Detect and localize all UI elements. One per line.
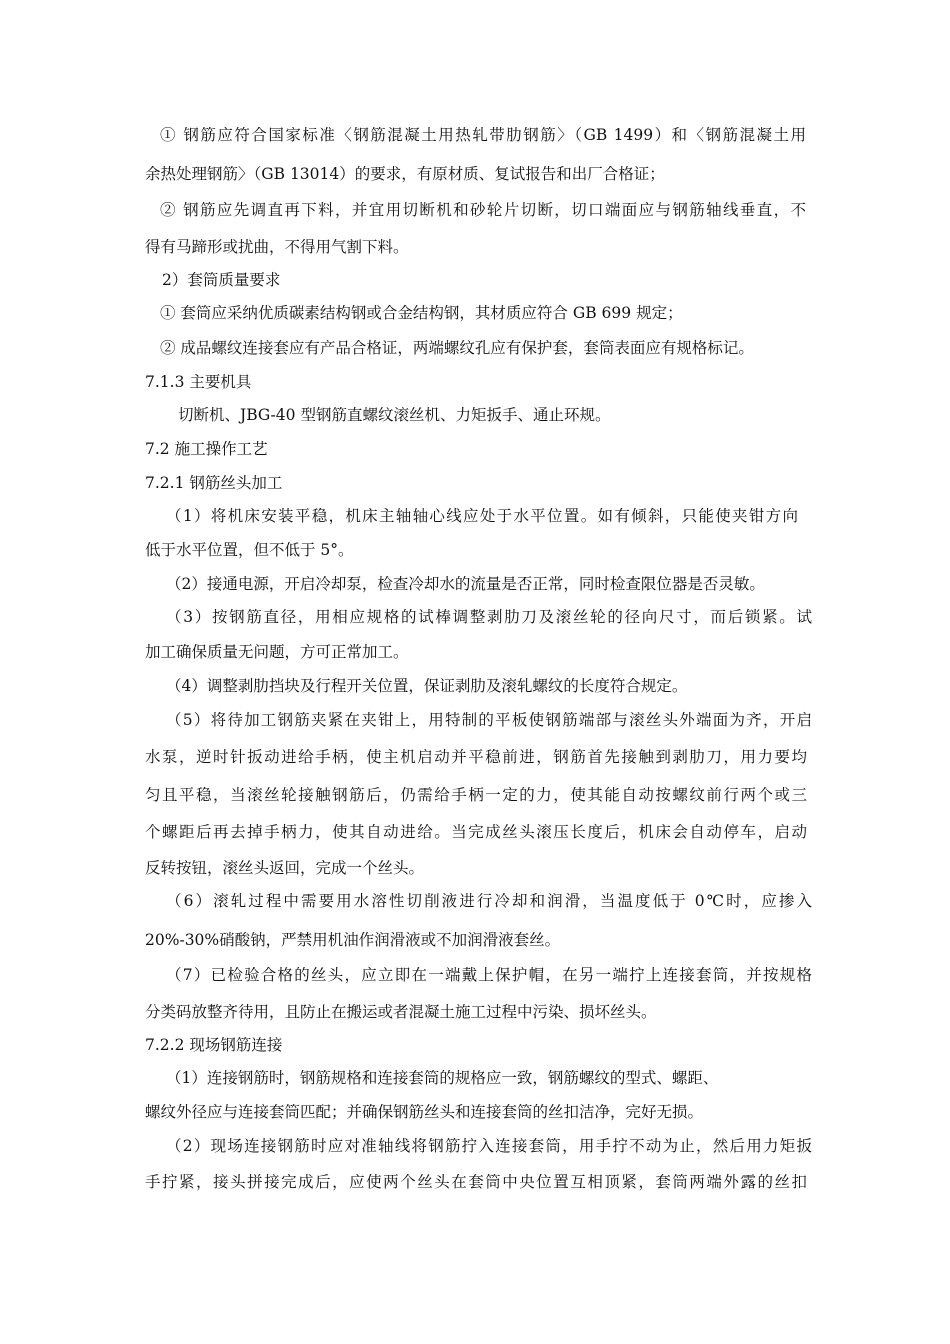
paragraph-line: 个螺距后再去掉手柄力，使其自动进给。当完成丝头滚压长度后，机床会自动停车，启动 [145, 823, 807, 841]
paragraph-line: 切断机、JBG-40 型钢筋直螺纹滚丝机、力矩扳手、通止环规。 [178, 406, 611, 424]
paragraph-line: 螺纹外径应与连接套筒匹配；并确保钢筋丝头和连接套筒的丝扣洁净，完好无损。 [145, 1103, 704, 1121]
paragraph-line: （1）连接钢筋时，钢筋规格和连接套筒的规格应一致，钢筋螺纹的型式、螺距、 [166, 1069, 719, 1087]
paragraph-line: 低于水平位置，但不低于 5°。 [145, 541, 354, 559]
paragraph-line: ② 成品螺纹连接套应有产品合格证，两端螺纹孔应有保护套，套筒表面应有规格标记。 [160, 339, 754, 357]
paragraph-line: ① 钢筋应符合国家标准〈钢筋混凝土用热轧带肋钢筋〉（GB 1499）和〈钢筋混凝土用 [160, 126, 806, 144]
section-heading: 7.2.1 钢筋丝头加工 [145, 474, 283, 492]
paragraph-line: （1）将机床安装平稳，机床主轴轴心线应处于水平位置。如有倾斜，只能使夹钳方向 [166, 507, 798, 525]
list-heading: 2）套筒质量要求 [162, 271, 281, 289]
paragraph-line: （5）将待加工钢筋夹紧在夹钳上，用特制的平板使钢筋端部与滚丝头外端面为齐，开启 [166, 711, 812, 729]
paragraph-line: 分类码放整齐待用，且防止在搬运或者混凝土施工过程中污染、损坏丝头。 [145, 1003, 657, 1021]
paragraph-line: 得有马蹄形或扰曲，不得用气割下料。 [145, 238, 409, 256]
paragraph-line: ② 钢筋应先调直再下料，并宜用切断机和砂轮片切断，切口端面应与钢筋轴线垂直，不 [160, 201, 806, 219]
paragraph-line: （6）滚轧过程中需要用水溶性切削液进行冷却和润滑，当温度低于 0℃时，应掺入 [166, 892, 812, 910]
paragraph-line: 余热处理钢筋〉（GB 13014）的要求，有原材质、复试报告和出厂合格证； [145, 165, 665, 183]
paragraph-line: 匀且平稳，当滚丝轮接触钢筋后，仍需给手柄一定的力，使其能自动按螺纹前行两个或三 [145, 786, 807, 804]
paragraph-line: （2）接通电源，开启冷却泵，检查冷却水的流量是否正常，同时检查限位器是否灵敏。 [166, 575, 765, 593]
paragraph-line: 水泵，逆时针扳动进给手柄，使主机启动并平稳前进，钢筋首先接触到剥肋刀，用力要均 [145, 748, 807, 766]
paragraph-line: （2）现场连接钢筋时应对准轴线将钢筋拧入连接套筒，用手拧不动为止，然后用力矩扳 [166, 1137, 812, 1155]
paragraph-line: 20%-30%硝酸钠，严禁用机油作润滑液或不加润滑液套丝。 [145, 931, 561, 949]
paragraph-line: 反转按钮，滚丝头返回，完成一个丝头。 [145, 859, 425, 877]
paragraph-line: 加工确保质量无问题，方可正常加工。 [145, 643, 409, 661]
section-heading: 7.1.3 主要机具 [145, 373, 252, 391]
paragraph-line: （7）已检验合格的丝头，应立即在一端戴上保护帽，在另一端拧上连接套筒，并按规格 [166, 966, 812, 984]
paragraph-line: ① 套筒应采纳优质碳素结构钢或合金结构钢，其材质应符合 GB 699 规定； [160, 304, 683, 322]
paragraph-line: （3）按钢筋直径，用相应规格的试棒调整剥肋刀及滚丝轮的径向尺寸，而后锁紧。试 [166, 608, 812, 626]
paragraph-line: （4）调整剥肋挡块及行程开关位置，保证剥肋及滚轧螺纹的长度符合规定。 [166, 677, 688, 695]
paragraph-line: 手拧紧，接头拼接完成后，应使两个丝头在套筒中央位置互相顶紧，套筒两端外露的丝扣 [145, 1173, 807, 1191]
section-heading: 7.2.2 现场钢筋连接 [145, 1036, 283, 1054]
section-heading: 7.2 施工操作工艺 [145, 440, 268, 458]
